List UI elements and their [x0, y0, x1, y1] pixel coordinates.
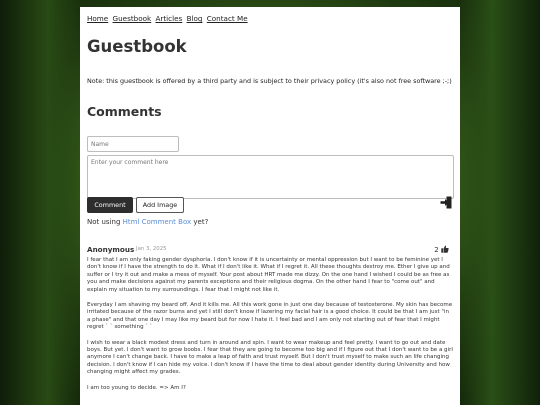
like-count: 2 [434, 246, 439, 254]
comment-paragraph: Everyday I am shaving my beard off. And it kills me. All this work gone in just one day because of testosterone. My skin has become irritated because of the razor burns and yet I still don't know if lazering my facial hair is a good choice. It could be that I am just "in a phase" and that one day I may like my beard but for now I hate it. I feel bad and I am only not starting out of fear that I might regret ` ` something ` ` [87, 302, 453, 331]
not-using-suffix: yet? [191, 218, 209, 226]
page-container [80, 7, 460, 405]
add-image-button[interactable]: Add Image [136, 197, 184, 213]
not-using-prefix: Not using [87, 218, 123, 226]
comment-body [87, 257, 453, 400]
comment-author: Anonymous [87, 245, 135, 254]
html-comment-box-link[interactable]: Html Comment Box [122, 218, 192, 226]
comment-paragraph: I am too young to decide. => Am I? [87, 384, 186, 391]
privacy-note: Note: this guestbook is offered by a third party and is subject to their privacy policy (it's also not free software ;-;) [87, 77, 452, 85]
comment-textarea[interactable] [87, 155, 454, 199]
name-input[interactable] [87, 136, 179, 152]
comments-heading: Comments [87, 104, 162, 119]
comment-paragraph: I fear that I am only faking gender dysphoria. I don't know if it is uncertainty or mental oppression but I want to be feminine yet I don't know if I have the strength to do it. What if I don't like it. What if I regret it. All these thoughts destroy me. Ether I give up and suffer or I try it out and make a mess of myself. Your post about HRT made me dizzy. On the one hand I wished I could be as free as you and make decisions against my parents exceptions and their religious dogma. On the other hand I fear to "come out" and explain my situation to my surroundings. I fear that I might not like it. [87, 257, 450, 293]
thumbs-up-icon[interactable] [441, 245, 449, 253]
background-foliage-right [460, 0, 540, 405]
not-using-line [87, 218, 208, 226]
nav-contact-me[interactable]: Contact Me [206, 14, 248, 23]
page-title: Guestbook [87, 37, 187, 56]
login-icon[interactable] [440, 196, 452, 209]
nav-blog[interactable]: Blog [186, 14, 203, 23]
like-control[interactable] [434, 245, 449, 254]
top-nav [87, 14, 250, 23]
comment-button[interactable]: Comment [87, 197, 133, 213]
comment-paragraph: I wish to wear a black modest dress and turn in around and spin. I want to wear makeup and feel pretty. I want to go out and date boys. But yet. I don't want to grow boobs. I fear that they are going to become too big and if I figure out that I don't want to be a girl anymore I can't change back. I have to make a leap of faith and trust myself. But I don't trust myself to make such an life changing decision. I don't know if I can hide my voice. I don't know if I have the time to deal about gender identity during University and how changing might affect my grades. [87, 339, 453, 376]
comment-date: Jan 3, 2025 [136, 246, 167, 252]
background-foliage-left [0, 0, 80, 405]
nav-articles[interactable]: Articles [155, 14, 183, 23]
comment-header [87, 245, 451, 255]
nav-guestbook[interactable]: Guestbook [112, 14, 152, 23]
nav-home[interactable]: Home [87, 14, 109, 23]
